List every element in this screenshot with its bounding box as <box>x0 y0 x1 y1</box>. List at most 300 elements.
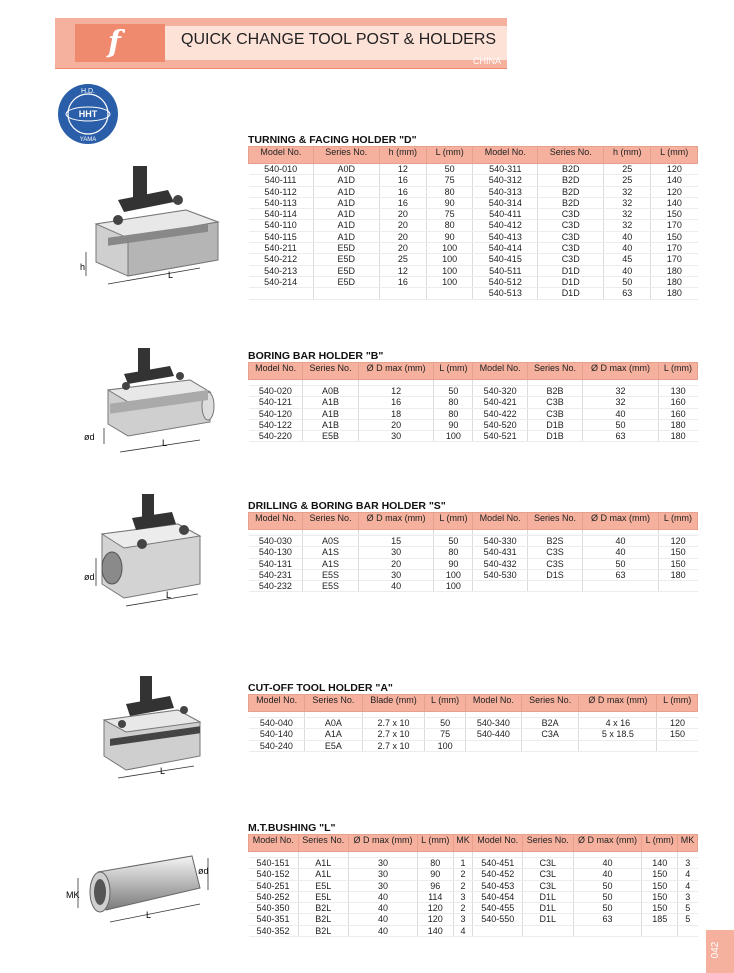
dim-label-l: L <box>162 438 168 448</box>
table-header-row <box>249 363 698 380</box>
table-cell: 30 <box>358 431 434 442</box>
table-row <box>249 536 698 547</box>
table-cell: 540-252 <box>249 891 299 902</box>
table-cell: B2D <box>538 164 604 175</box>
figure-mt-bushing <box>64 848 214 926</box>
table-cell: B2L <box>298 925 349 936</box>
table-cell: 120 <box>651 164 698 175</box>
table-cell: C3D <box>538 209 604 220</box>
column-header: Series No. <box>538 147 604 164</box>
table-cell: 50 <box>425 718 465 729</box>
table-cell: B2D <box>538 175 604 186</box>
table-cell <box>657 740 698 751</box>
table-cell: 540-232 <box>249 581 303 592</box>
table-cell: 100 <box>434 581 473 592</box>
brand-logo <box>75 24 165 62</box>
table-row <box>249 397 698 408</box>
table-cell: 540-151 <box>249 858 299 869</box>
table-cell: A1S <box>303 547 359 558</box>
table-row <box>249 431 698 442</box>
column-header: Model No. <box>249 513 303 530</box>
table-cell: 90 <box>426 197 473 208</box>
table-cell: 540-110 <box>249 220 314 231</box>
table-cell: 540-140 <box>249 729 305 740</box>
table-cell <box>527 581 583 592</box>
table-cell: 25 <box>604 164 651 175</box>
table-cell: 2.7 x 10 <box>362 718 425 729</box>
table-cell: 80 <box>426 186 473 197</box>
spec-table-d <box>248 146 698 300</box>
table-cell: 540-452 <box>473 869 523 880</box>
table-cell: B2L <box>298 903 349 914</box>
table-cell: 540-212 <box>249 254 314 265</box>
table-cell: 2 <box>453 903 473 914</box>
table-cell: 540-030 <box>249 536 303 547</box>
table-cell: 540-130 <box>249 547 303 558</box>
figure-turning-holder <box>78 152 228 292</box>
table-cell: 90 <box>417 869 453 880</box>
table-cell: 130 <box>658 386 697 397</box>
table-cell: 12 <box>379 164 426 175</box>
table-cell <box>426 288 473 299</box>
table-cell: 16 <box>379 175 426 186</box>
figure-drilling-holder <box>82 488 212 610</box>
table-cell: 540-311 <box>473 164 538 175</box>
dim-label-l: L <box>146 910 152 920</box>
dim-label-d: ød <box>198 866 209 876</box>
table-row <box>249 386 698 397</box>
table-cell: 160 <box>658 408 697 419</box>
table-cell: 120 <box>658 536 697 547</box>
table-cell: 540-530 <box>473 569 527 580</box>
column-header: L (mm) <box>434 513 473 530</box>
table-cell: C3A <box>522 729 579 740</box>
table-cell: E5A <box>305 740 362 751</box>
table-cell <box>573 925 642 936</box>
column-header: Model No. <box>473 363 527 380</box>
table-cell: 170 <box>651 220 698 231</box>
table-row <box>249 558 698 569</box>
table-cell <box>249 288 314 299</box>
dim-label-d: ød <box>84 432 95 442</box>
seal-bottom-text: YAMA <box>79 137 97 143</box>
table-row <box>249 276 698 287</box>
table-cell <box>642 925 678 936</box>
table-cell: 25 <box>379 254 426 265</box>
table-cell: A0B <box>303 386 359 397</box>
table-row <box>249 858 698 869</box>
table-cell: 45 <box>604 254 651 265</box>
table-cell: 540-214 <box>249 276 314 287</box>
table-cell: 540-112 <box>249 186 314 197</box>
seal-middle-text: HHT <box>78 109 98 119</box>
table-cell: 150 <box>658 558 697 569</box>
table-cell: 4 x 16 <box>579 718 657 729</box>
table-row <box>249 880 698 891</box>
table-cell: 5 <box>678 914 698 925</box>
table-cell: 540-350 <box>249 903 299 914</box>
table-cell: C3L <box>522 869 573 880</box>
table-row <box>249 175 698 186</box>
table-cell: 100 <box>434 569 473 580</box>
table-cell: 540-351 <box>249 914 299 925</box>
table-cell: 150 <box>642 880 678 891</box>
table-cell: 90 <box>434 558 473 569</box>
table-cell: 2 <box>453 869 473 880</box>
column-header: Series No. <box>522 835 573 852</box>
dim-label-h: h <box>80 262 86 272</box>
table-cell: 540-120 <box>249 408 303 419</box>
spec-table-s <box>248 512 698 592</box>
table-cell: 20 <box>358 558 434 569</box>
table-cell: 40 <box>583 536 659 547</box>
table-cell: 50 <box>583 419 659 430</box>
table-cell: 540-432 <box>473 558 527 569</box>
table-cell: 4 <box>678 869 698 880</box>
table-row <box>249 408 698 419</box>
table-cell: 90 <box>434 419 473 430</box>
table-cell: A1B <box>303 419 359 430</box>
table-cell: 50 <box>573 891 642 902</box>
table-cell: 150 <box>657 729 698 740</box>
table-cell: 100 <box>426 243 473 254</box>
page-number: 042 <box>710 941 721 959</box>
table-cell: 40 <box>358 581 434 592</box>
column-header: h (mm) <box>379 147 426 164</box>
header-divider <box>55 68 507 69</box>
table-row <box>249 925 698 936</box>
table-cell: 540-231 <box>249 569 303 580</box>
table-cell: 540-131 <box>249 558 303 569</box>
table-cell: A1B <box>303 397 359 408</box>
table-cell <box>379 288 426 299</box>
table-cell: 540-451 <box>473 858 523 869</box>
table-cell: 40 <box>604 243 651 254</box>
table-cell: A1D <box>313 186 379 197</box>
table-cell: 100 <box>426 265 473 276</box>
table-cell: 32 <box>604 186 651 197</box>
table-cell: 32 <box>604 220 651 231</box>
table-cell: 120 <box>417 903 453 914</box>
table-cell: 150 <box>642 891 678 902</box>
column-header: L (mm) <box>642 835 678 852</box>
table-cell: E5L <box>298 891 349 902</box>
table-cell: 80 <box>434 547 473 558</box>
table-cell: 3 <box>453 891 473 902</box>
table-cell: D1B <box>527 419 583 430</box>
table-cell: 2.7 x 10 <box>362 729 425 740</box>
table-cell: A1D <box>313 220 379 231</box>
column-header: Ø D max (mm) <box>358 513 434 530</box>
table-cell: 20 <box>379 220 426 231</box>
table-cell: A0A <box>305 718 362 729</box>
table-cell: 540-114 <box>249 209 314 220</box>
table-cell: C3D <box>538 254 604 265</box>
table-cell: 16 <box>379 276 426 287</box>
dim-label-l: L <box>160 766 166 776</box>
table-cell: C3L <box>522 858 573 869</box>
table-row <box>249 209 698 220</box>
table-cell: C3D <box>538 243 604 254</box>
table-cell: 100 <box>425 740 465 751</box>
table-cell: E5S <box>303 581 359 592</box>
table-cell: 30 <box>349 858 418 869</box>
dim-label-l: L <box>168 270 174 280</box>
table-cell: 540-115 <box>249 231 314 242</box>
table-cell: 40 <box>349 903 418 914</box>
table-cell: A0D <box>313 164 379 175</box>
table-row <box>249 265 698 276</box>
table-cell <box>465 740 521 751</box>
table-cell: 540-520 <box>473 419 527 430</box>
table-cell: 180 <box>651 265 698 276</box>
figure-cutoff-holder <box>88 668 212 783</box>
table-cell: 20 <box>379 243 426 254</box>
table-cell: A1L <box>298 858 349 869</box>
table-row <box>249 197 698 208</box>
table-cell: B2D <box>538 197 604 208</box>
table-cell: 80 <box>426 220 473 231</box>
table-cell: C3B <box>527 408 583 419</box>
table-cell: 75 <box>426 175 473 186</box>
table-cell: 2.7 x 10 <box>362 740 425 751</box>
table-cell: 50 <box>583 558 659 569</box>
column-header: Blade (mm) <box>362 695 425 712</box>
table-cell <box>522 925 573 936</box>
table-row <box>249 243 698 254</box>
column-header: Model No. <box>473 513 527 530</box>
table-cell: 140 <box>651 175 698 186</box>
table-cell: 90 <box>426 231 473 242</box>
section-title-d: TURNING & FACING HOLDER "D" <box>248 134 417 146</box>
table-cell: B2L <box>298 914 349 925</box>
table-cell: 40 <box>583 547 659 558</box>
table-row <box>249 581 698 592</box>
table-cell: 20 <box>379 231 426 242</box>
table-cell: 5 <box>678 903 698 914</box>
table-header-row <box>249 147 698 164</box>
table-cell: 540-414 <box>473 243 538 254</box>
table-cell: 540-211 <box>249 243 314 254</box>
column-header: Series No. <box>303 363 359 380</box>
table-cell: 40 <box>573 858 642 869</box>
table-cell: 160 <box>658 397 697 408</box>
table-cell: 540-412 <box>473 220 538 231</box>
table-cell: 180 <box>658 569 697 580</box>
column-header: L (mm) <box>426 147 473 164</box>
table-cell: 30 <box>349 880 418 891</box>
table-cell: E5D <box>313 254 379 265</box>
table-cell: 540-453 <box>473 880 523 891</box>
table-cell <box>678 925 698 936</box>
table-cell: 75 <box>426 209 473 220</box>
table-row <box>249 419 698 430</box>
table-cell: 75 <box>425 729 465 740</box>
dim-label-mk: MK <box>66 890 80 900</box>
table-cell: 96 <box>417 880 453 891</box>
table-cell: 12 <box>379 265 426 276</box>
table-cell: C3S <box>527 558 583 569</box>
table-cell: 114 <box>417 891 453 902</box>
table-cell: 40 <box>349 891 418 902</box>
table-cell: 170 <box>651 243 698 254</box>
table-cell: C3B <box>527 397 583 408</box>
table-cell: A1L <box>298 869 349 880</box>
column-header: L (mm) <box>658 363 697 380</box>
table-cell: 540-454 <box>473 891 523 902</box>
column-header: Model No. <box>249 147 314 164</box>
table-cell: 50 <box>434 386 473 397</box>
table-cell: 120 <box>651 186 698 197</box>
table-cell: 40 <box>583 408 659 419</box>
table-row <box>249 231 698 242</box>
table-cell: D1S <box>527 569 583 580</box>
table-cell <box>473 581 527 592</box>
table-cell: 40 <box>573 869 642 880</box>
table-cell: C3S <box>527 547 583 558</box>
table-row <box>249 254 698 265</box>
table-cell: A1D <box>313 209 379 220</box>
table-cell: 3 <box>453 914 473 925</box>
table-cell: 540-431 <box>473 547 527 558</box>
table-cell: 180 <box>658 419 697 430</box>
section-title-l: M.T.BUSHING "L" <box>248 822 336 834</box>
table-cell: 16 <box>358 397 434 408</box>
table-cell: 32 <box>583 397 659 408</box>
table-cell: 32 <box>604 197 651 208</box>
table-cell: 63 <box>573 914 642 925</box>
column-header: L (mm) <box>417 835 453 852</box>
table-cell: D1D <box>538 265 604 276</box>
table-row <box>249 903 698 914</box>
table-cell: 2 <box>453 880 473 891</box>
brand-logo-glyph: f <box>108 25 121 60</box>
table-cell: 540-121 <box>249 397 303 408</box>
table-cell: 540-240 <box>249 740 305 751</box>
table-cell: 63 <box>583 569 659 580</box>
figure-boring-bar-holder <box>80 342 220 457</box>
table-cell: 540-122 <box>249 419 303 430</box>
table-cell: 150 <box>651 231 698 242</box>
table-cell: 50 <box>426 164 473 175</box>
table-cell: 540-550 <box>473 914 523 925</box>
column-header: Series No. <box>522 695 579 712</box>
table-cell: 16 <box>379 197 426 208</box>
column-header: L (mm) <box>657 695 698 712</box>
table-cell: 185 <box>642 914 678 925</box>
table-cell <box>313 288 379 299</box>
table-row <box>249 729 698 740</box>
spec-table-b <box>248 362 698 442</box>
column-header: Model No. <box>249 835 299 852</box>
table-cell: 170 <box>651 254 698 265</box>
table-cell: 540-455 <box>473 903 523 914</box>
table-cell: 540-320 <box>473 386 527 397</box>
hd-yama-seal <box>56 82 120 146</box>
table-cell: 540-040 <box>249 718 305 729</box>
table-row <box>249 288 698 299</box>
table-row <box>249 220 698 231</box>
column-header: Model No. <box>473 835 523 852</box>
table-cell: 12 <box>358 386 434 397</box>
table-cell <box>658 581 697 592</box>
table-cell: 80 <box>434 408 473 419</box>
table-cell: 25 <box>604 175 651 186</box>
table-cell: 180 <box>658 431 697 442</box>
table-cell: B2S <box>527 536 583 547</box>
column-header: Ø D max (mm) <box>573 835 642 852</box>
column-header: Model No. <box>473 147 538 164</box>
dim-label-l: L <box>166 590 172 600</box>
page-header <box>55 18 507 68</box>
section-title-b: BORING BAR HOLDER "B" <box>248 350 384 362</box>
table-cell: A0S <box>303 536 359 547</box>
table-cell: 20 <box>379 209 426 220</box>
table-cell: 50 <box>573 880 642 891</box>
table-cell: 5 x 18.5 <box>579 729 657 740</box>
table-cell: 540-313 <box>473 186 538 197</box>
table-cell: 540-422 <box>473 408 527 419</box>
table-cell: 180 <box>651 276 698 287</box>
table-cell: 540-251 <box>249 880 299 891</box>
table-cell: 40 <box>349 925 418 936</box>
table-cell: 540-440 <box>465 729 521 740</box>
table-cell: A1A <box>305 729 362 740</box>
column-header: L (mm) <box>651 147 698 164</box>
table-cell: 4 <box>678 880 698 891</box>
table-cell: 80 <box>417 858 453 869</box>
table-cell: 30 <box>358 547 434 558</box>
country-label: CHINA <box>472 56 501 66</box>
table-cell: 120 <box>417 914 453 925</box>
table-cell: 50 <box>604 276 651 287</box>
table-cell: 40 <box>604 265 651 276</box>
table-cell: 15 <box>358 536 434 547</box>
table-cell: E5D <box>313 243 379 254</box>
table-row <box>249 891 698 902</box>
table-cell: D1D <box>538 276 604 287</box>
table-cell: 150 <box>642 869 678 880</box>
table-cell: E5B <box>303 431 359 442</box>
table-row <box>249 740 698 751</box>
table-cell: 32 <box>604 209 651 220</box>
table-cell: 30 <box>358 569 434 580</box>
table-cell: A1S <box>303 558 359 569</box>
table-cell: 540-513 <box>473 288 538 299</box>
table-cell: 140 <box>417 925 453 936</box>
table-cell: 150 <box>642 903 678 914</box>
column-header: Ø D max (mm) <box>579 695 657 712</box>
column-header: L (mm) <box>658 513 697 530</box>
table-cell: 4 <box>453 925 473 936</box>
table-cell: A1B <box>303 408 359 419</box>
table-cell <box>583 581 659 592</box>
column-header: Series No. <box>298 835 349 852</box>
column-header: Model No. <box>249 695 305 712</box>
section-title-s: DRILLING & BORING BAR HOLDER "S" <box>248 500 446 512</box>
column-header: Series No. <box>527 513 583 530</box>
spec-table-l <box>248 834 698 937</box>
table-cell: 32 <box>583 386 659 397</box>
table-cell: 540-340 <box>465 718 521 729</box>
table-cell: 100 <box>426 254 473 265</box>
column-header: L (mm) <box>425 695 465 712</box>
table-row <box>249 547 698 558</box>
table-header-row <box>249 835 698 852</box>
table-cell: 50 <box>434 536 473 547</box>
column-header: Series No. <box>527 363 583 380</box>
table-cell: D1L <box>522 903 573 914</box>
